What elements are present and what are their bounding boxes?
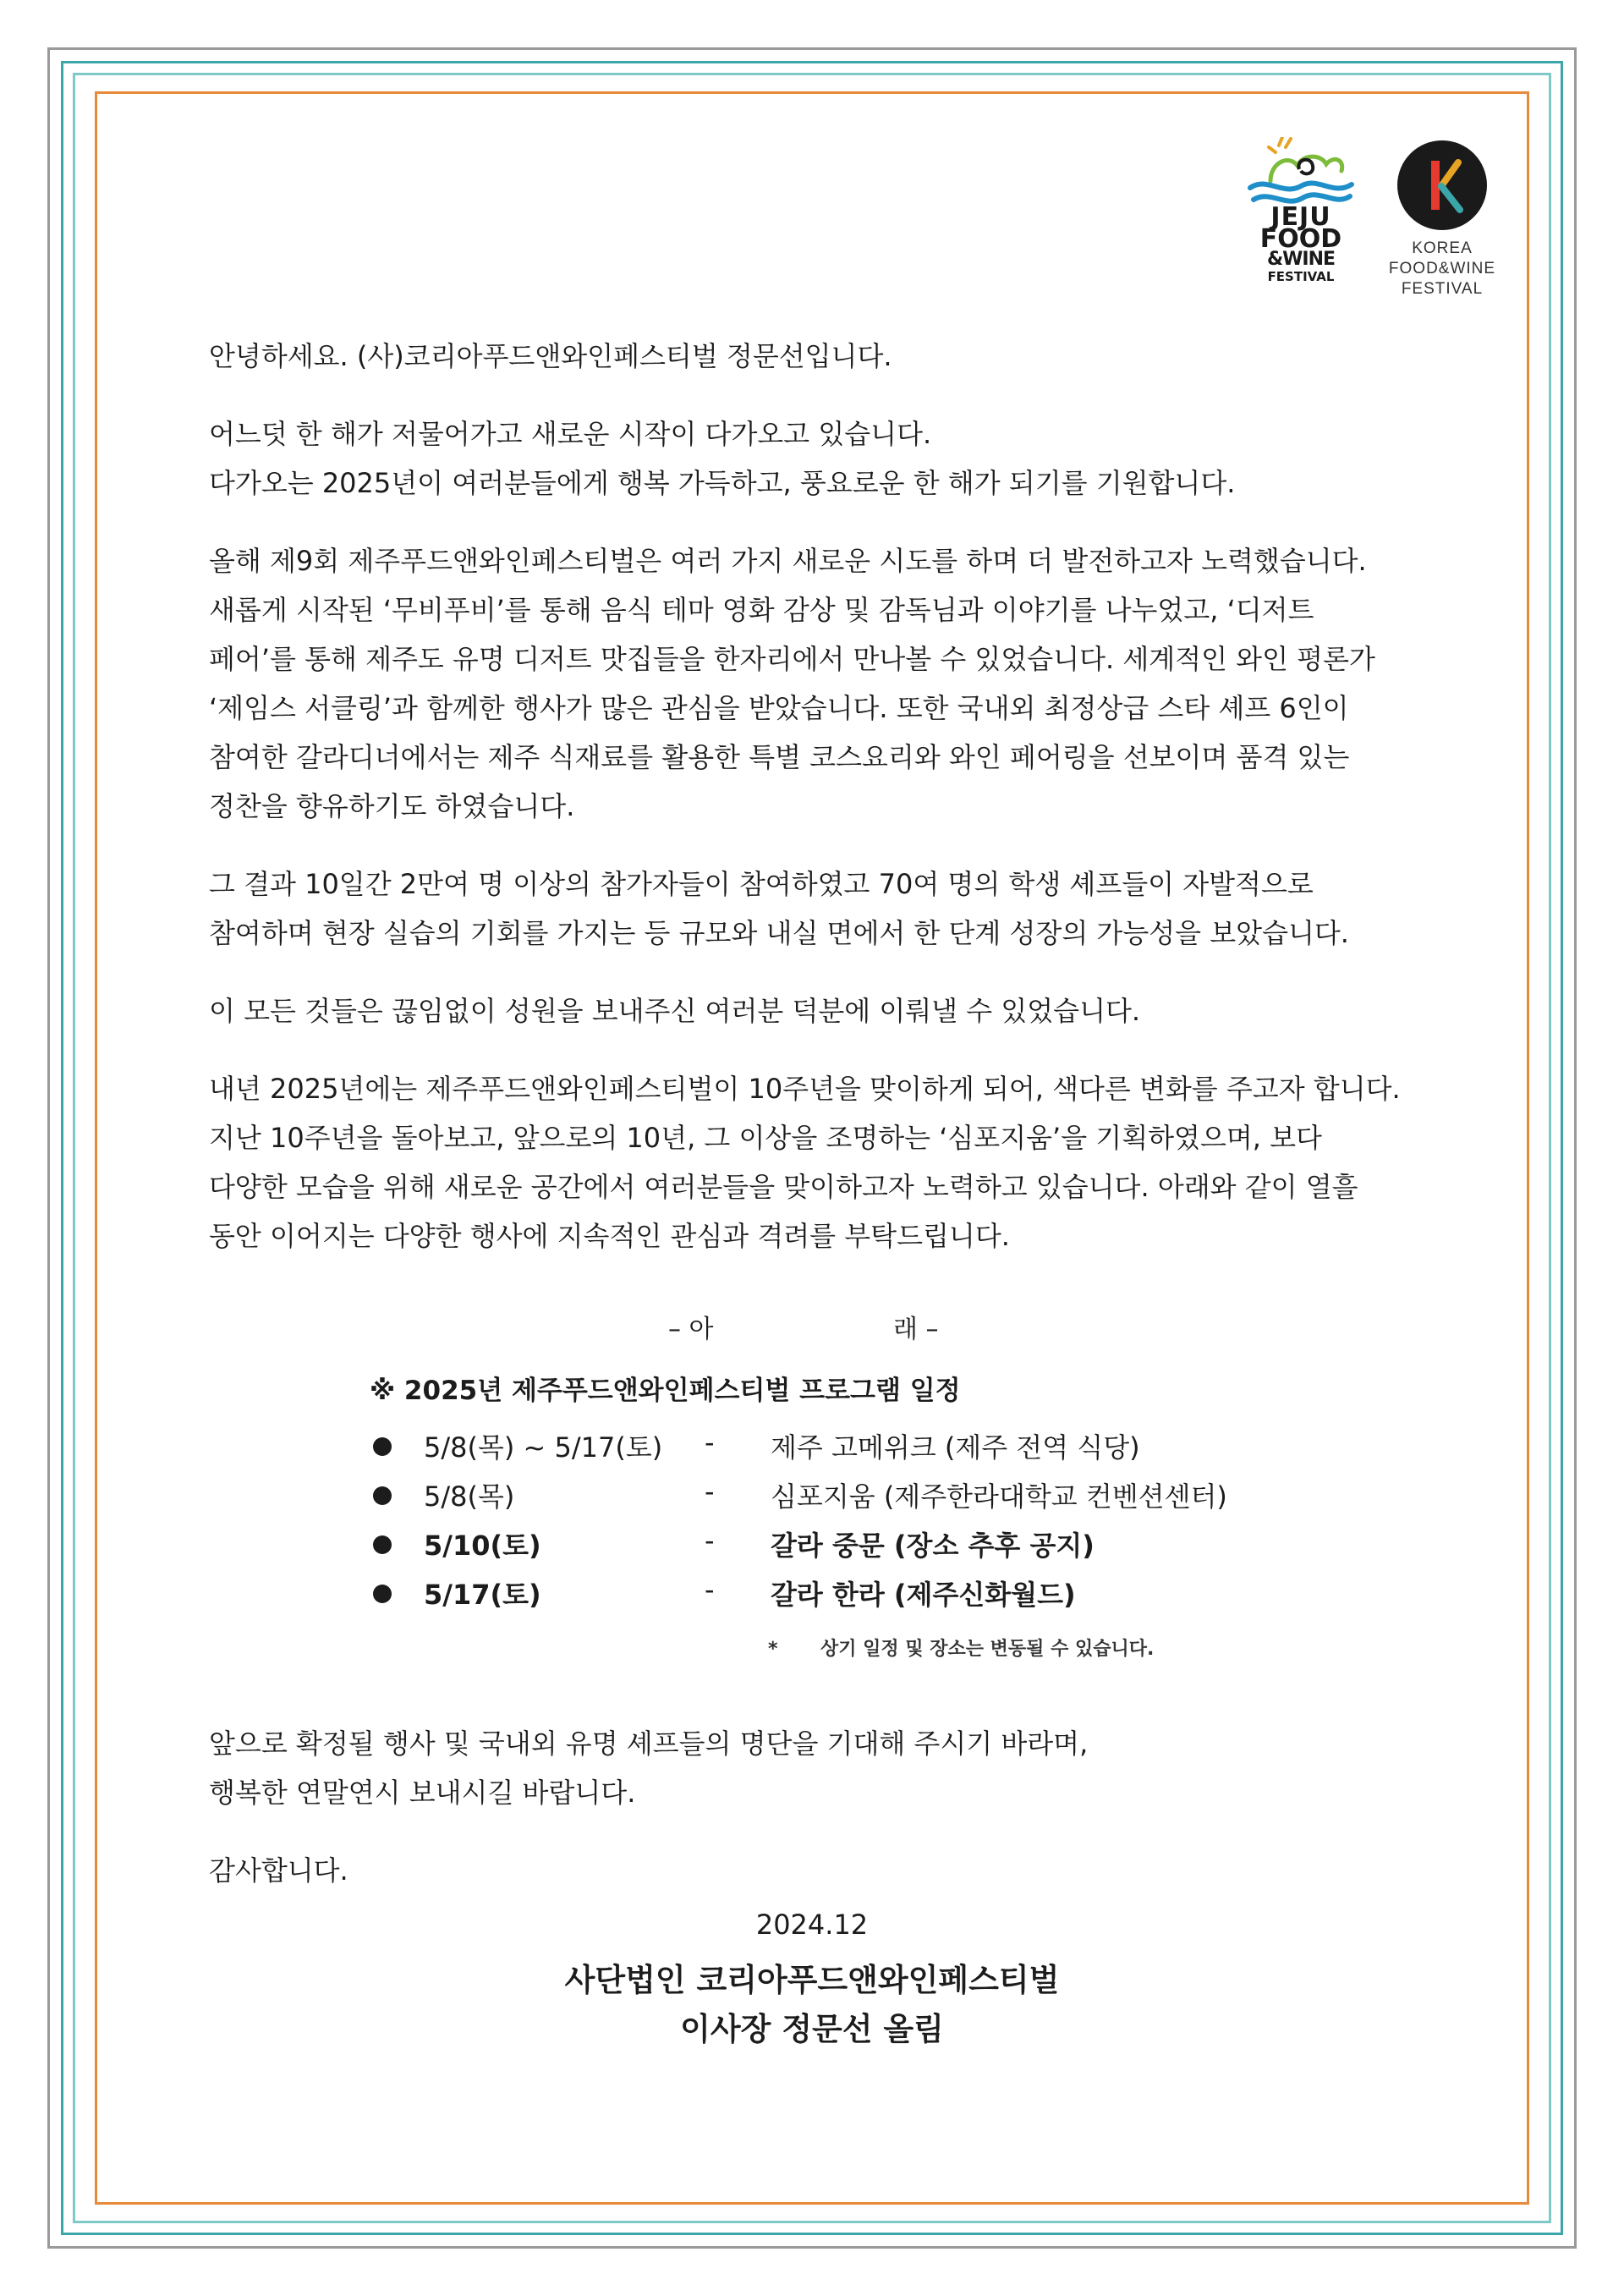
closing-line: 앞으로 확정될 행사 및 국내외 유명 셰프들의 명단을 기대해 주시기 바라며, — [209, 1727, 1089, 1760]
paragraph-line: 정찬을 향유하기도 하였습니다. — [209, 790, 575, 822]
thanks-line: 감사합니다. — [209, 1854, 348, 1887]
paragraph-3 — [209, 860, 1427, 958]
letter-body — [209, 332, 1427, 1289]
bullet-icon — [373, 1585, 392, 1603]
closing-paragraph — [209, 1719, 1427, 1817]
greeting: 안녕하세요. (사)코리아푸드앤와인페스티벌 정문선입니다. — [209, 340, 892, 372]
closing-line: 행복한 연말연시 보내시길 바랍니다. — [209, 1777, 636, 1809]
schedule-item — [370, 1475, 1385, 1524]
signature-organization: 사단법인 코리아푸드앤와인페스티벌 — [564, 1962, 1060, 1998]
jeju-food-wine-festival-logo — [1245, 137, 1357, 301]
schedule-dash: - — [705, 1574, 715, 1606]
thanks-paragraph — [209, 1846, 1427, 1895]
paragraph-line: 다양한 모습을 위해 새로운 공간에서 여러분들을 맞이하고자 노력하고 있습니다. 아래와 같이 열흘 — [209, 1171, 1358, 1203]
paragraph-line: 참여하며 현장 실습의 기회를 가지는 등 규모와 내실 면에서 한 단계 성장의 가능성을 보았습니다. — [209, 917, 1349, 949]
schedule-date: 5/17(토) — [424, 1579, 541, 1611]
schedule-date: 5/8(목) ~ 5/17(토) — [424, 1431, 663, 1464]
schedule-note — [768, 1634, 1154, 1661]
korea-food-wine-festival-logo — [1370, 140, 1514, 301]
schedule-list — [370, 1426, 1385, 1623]
korea-logo-line3: FESTIVAL — [1401, 280, 1484, 298]
jeju-logo-graphic-icon — [1245, 137, 1357, 205]
paragraph-line: 올해 제9회 제주푸드앤와인페스티벌은 여러 가지 새로운 시도를 하며 더 발전하고자 노력했습니다. — [209, 545, 1367, 577]
jeju-logo-line4: FESTIVAL — [1267, 269, 1335, 284]
paragraph-1 — [209, 409, 1427, 508]
paragraph-line: 내년 2025년에는 제주푸드앤와인페스티벌이 10주년을 맞이하게 되어, 색다른 변화를 주고자 합니다. — [209, 1073, 1401, 1105]
notice-heading-left: – 아 — [668, 1315, 714, 1344]
signature-name: 이사장 정문선 올림 — [680, 2011, 944, 2047]
paragraph-line: 페어’를 통해 제주도 유명 디저트 맛집들을 한자리에서 만나볼 수 있었습니다. 세계적인 와인 평론가 — [209, 643, 1375, 675]
schedule-event: 제주 고메위크 (제주 전역 식당) — [771, 1431, 1140, 1464]
jeju-logo-line1: JEJU — [1270, 202, 1331, 232]
bullet-icon — [373, 1486, 392, 1505]
paragraph-4 — [209, 986, 1427, 1035]
schedule-dash: - — [705, 1426, 715, 1458]
paragraph-line: 새롭게 시작된 ‘무비푸비’를 통해 음식 테마 영화 감상 및 감독님과 이야기를 나누었고, ‘디저트 — [209, 594, 1314, 626]
jeju-logo-line2: FOOD — [1259, 224, 1342, 254]
schedule-item — [370, 1426, 1385, 1475]
paragraph-5 — [209, 1064, 1427, 1261]
schedule-dash: - — [705, 1475, 715, 1508]
k-emblem-icon — [1397, 140, 1487, 230]
schedule-item — [370, 1524, 1385, 1574]
schedule-item — [370, 1574, 1385, 1623]
schedule-event: 심포지움 (제주한라대학교 컨벤션센터) — [771, 1480, 1227, 1513]
paragraph-2 — [209, 536, 1427, 831]
paragraph-line: 지난 10주년을 돌아보고, 앞으로의 10년, 그 이상을 조명하는 ‘심포지움’을 기획하였으며, 보다 — [209, 1122, 1322, 1154]
paragraph-line: 다가오는 2025년이 여러분들에게 행복 가득하고, 풍요로운 한 해가 되기를 기원합니다. — [209, 467, 1236, 499]
paragraph-line: 그 결과 10일간 2만여 명 이상의 참가자들이 참여하였고 70여 명의 학생 셰프들이 자발적으로 — [209, 868, 1314, 900]
paragraph-line: ‘제임스 서클링’과 함께한 행사가 많은 관심을 받았습니다. 또한 국내외 최정상급 스타 셰프 6인이 — [209, 692, 1349, 724]
paragraph-line: 참여한 갈라디너에서는 제주 식재료를 활용한 특별 코스요리와 와인 페어링을 선보이며 품격 있는 — [209, 741, 1350, 773]
notice-heading-right: 래 – — [893, 1315, 939, 1344]
letter-date: 2024.12 — [755, 1909, 869, 1941]
schedule-date: 5/8(목) — [424, 1480, 515, 1513]
paragraph-line: 동안 이어지는 다양한 행사에 지속적인 관심과 격려를 부탁드립니다. — [209, 1220, 1010, 1252]
schedule-event: 갈라 한라 (제주신화월드) — [771, 1579, 1076, 1611]
korea-logo-line1: KOREA — [1412, 239, 1473, 257]
program-title: ※ 2025년 제주푸드앤와인페스티벌 프로그램 일정 — [370, 1376, 961, 1406]
note-asterisk: * — [768, 1639, 778, 1660]
closing-section — [209, 1719, 1427, 1924]
schedule-dash: - — [705, 1524, 715, 1557]
bullet-icon — [373, 1535, 392, 1554]
schedule-event: 갈라 중문 (장소 추후 공지) — [771, 1530, 1095, 1562]
bullet-icon — [373, 1437, 392, 1456]
schedule-date: 5/10(토) — [424, 1530, 541, 1562]
paragraph-line: 어느덧 한 해가 저물어가고 새로운 시작이 다가오고 있습니다. — [209, 418, 932, 450]
paragraph-line: 이 모든 것들은 끊임없이 성원을 보내주신 여러분 덕분에 이뤄낼 수 있었습니다. — [209, 995, 1141, 1027]
note-text: 상기 일정 및 장소는 변동될 수 있습니다. — [820, 1639, 1155, 1660]
jeju-logo-line3: &WINE — [1266, 249, 1336, 270]
korea-logo-line2: FOOD&WINE — [1388, 260, 1496, 277]
